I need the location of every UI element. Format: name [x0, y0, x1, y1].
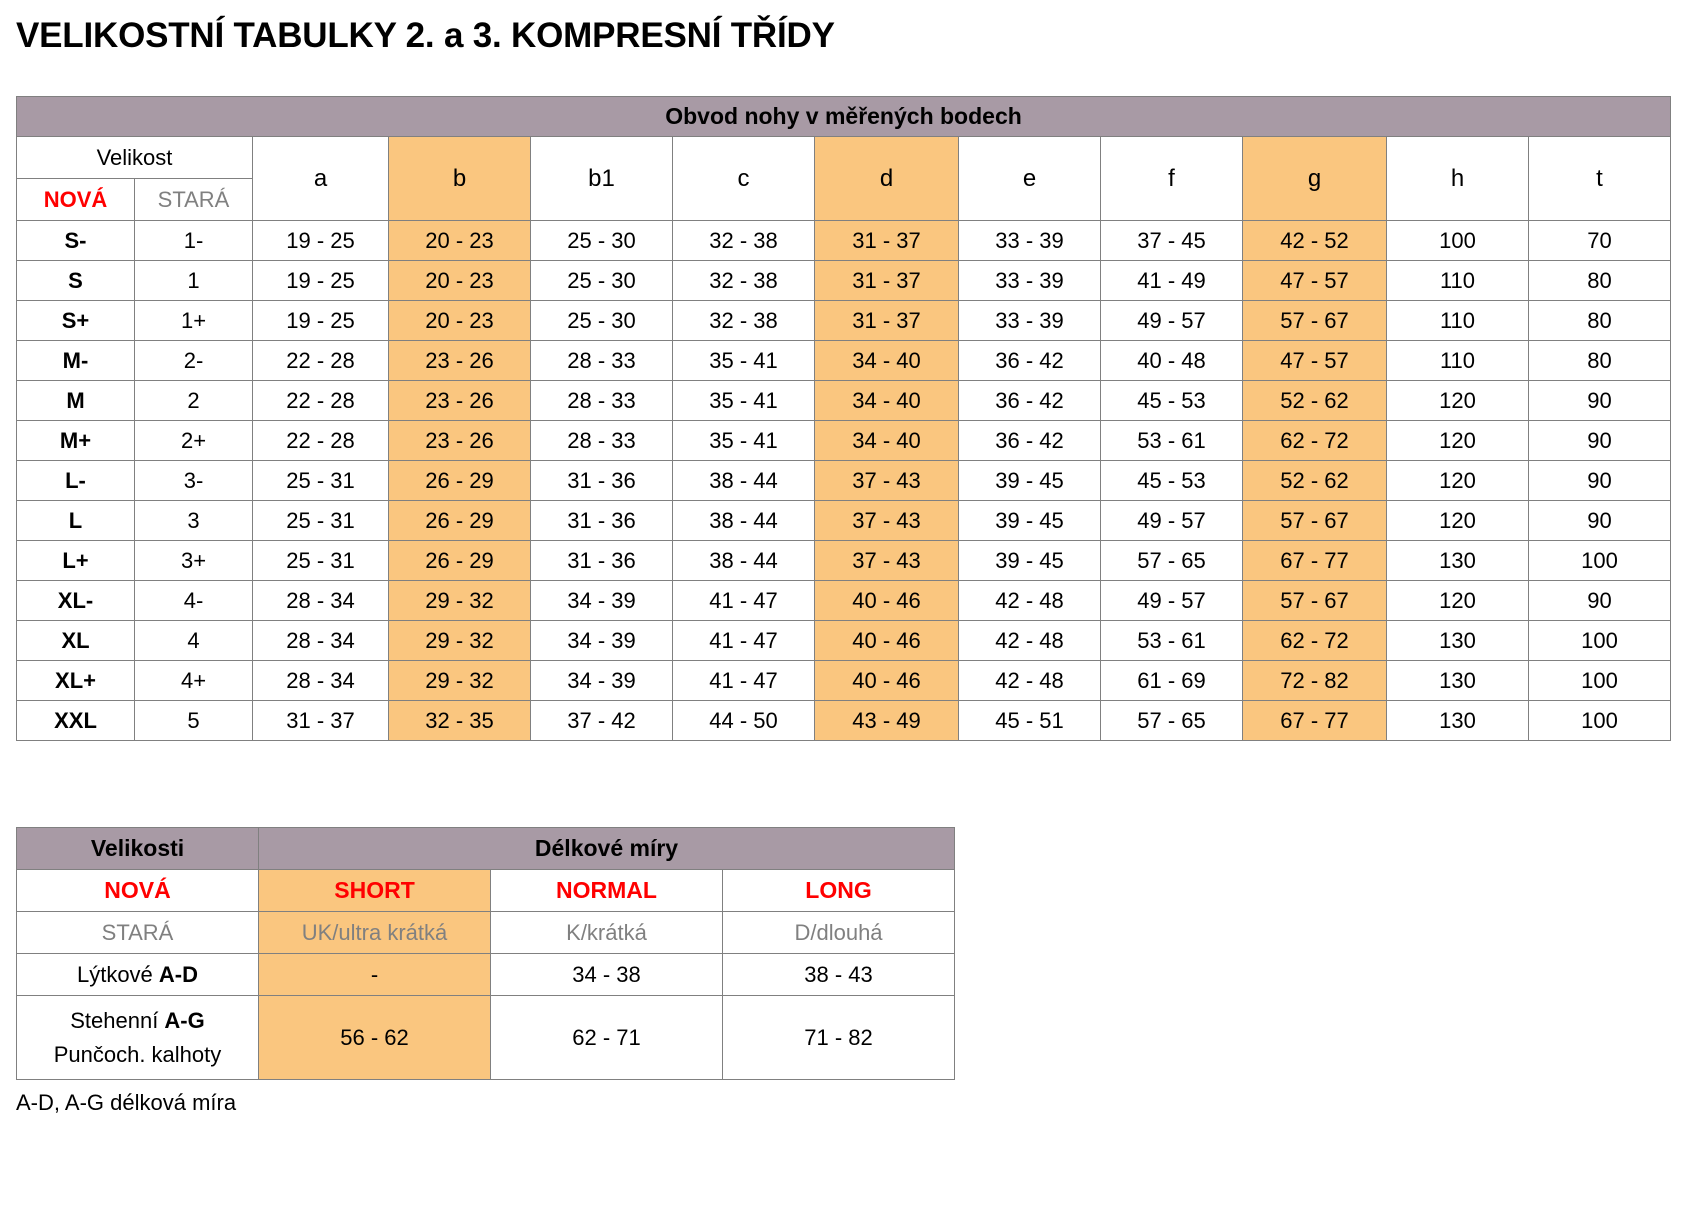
- measure-cell-e: 42 - 48: [959, 621, 1101, 661]
- measure-cell-f: 53 - 61: [1101, 621, 1243, 661]
- length-name-long: LONG: [723, 870, 955, 912]
- length-label-ag-bold: A-G: [164, 1007, 205, 1033]
- stara-header: STARÁ: [135, 179, 253, 221]
- measure-cell-b: 23 - 26: [389, 381, 531, 421]
- measure-cell-g: 52 - 62: [1243, 381, 1387, 421]
- length-name-short: SHORT: [259, 870, 491, 912]
- measure-cell-d: 34 - 40: [815, 421, 959, 461]
- circumference-table: [16, 96, 1671, 741]
- length-section: [16, 827, 1692, 1116]
- measure-cell-c: 38 - 44: [673, 501, 815, 541]
- size-old-cell: 4+: [135, 661, 253, 701]
- table-row: [17, 661, 1671, 701]
- col-header-g: g: [1243, 137, 1387, 221]
- measure-cell-b: 20 - 23: [389, 261, 531, 301]
- measure-cell-c: 32 - 38: [673, 261, 815, 301]
- size-old-cell: 3+: [135, 541, 253, 581]
- col-header-b: b: [389, 137, 531, 221]
- measure-cell-f: 49 - 57: [1101, 301, 1243, 341]
- measure-cell-b: 23 - 26: [389, 341, 531, 381]
- size-new-cell: L-: [17, 461, 135, 501]
- size-old-cell: 2+: [135, 421, 253, 461]
- measure-cell-f: 49 - 57: [1101, 581, 1243, 621]
- page-title: VELIKOSTNÍ TABULKY 2. a 3. KOMPRESNÍ TŘÍDY: [16, 16, 835, 55]
- table-row: [17, 581, 1671, 621]
- measure-cell-c: 35 - 41: [673, 421, 815, 461]
- length-label-ag-plain: Stehenní: [70, 1007, 165, 1033]
- measure-cell-e: 33 - 39: [959, 301, 1101, 341]
- size-old-cell: 1-: [135, 221, 253, 261]
- measure-cell-d: 40 - 46: [815, 661, 959, 701]
- measure-cell-d: 40 - 46: [815, 621, 959, 661]
- measure-cell-h: 120: [1387, 421, 1529, 461]
- length-label-ad: [17, 954, 259, 996]
- table-row: [17, 341, 1671, 381]
- measure-cell-g: 62 - 72: [1243, 421, 1387, 461]
- length-ad-short: -: [259, 954, 491, 996]
- measure-cell-e: 33 - 39: [959, 261, 1101, 301]
- length-ag-long: 71 - 82: [723, 996, 955, 1080]
- measure-cell-b1: 28 - 33: [531, 381, 673, 421]
- measure-cell-t: 90: [1529, 421, 1671, 461]
- size-new-cell: XL: [17, 621, 135, 661]
- col-header-t: t: [1529, 137, 1671, 221]
- measure-cell-f: 57 - 65: [1101, 541, 1243, 581]
- measure-cell-b: 29 - 32: [389, 661, 531, 701]
- measure-cell-f: 40 - 48: [1101, 341, 1243, 381]
- size-old-cell: 2: [135, 381, 253, 421]
- length-ad-long: 38 - 43: [723, 954, 955, 996]
- measure-cell-d: 43 - 49: [815, 701, 959, 741]
- col-header-h: h: [1387, 137, 1529, 221]
- measure-cell-g: 52 - 62: [1243, 461, 1387, 501]
- measure-cell-h: 110: [1387, 261, 1529, 301]
- measure-cell-g: 57 - 67: [1243, 501, 1387, 541]
- length-label-ag-line2: Punčoch. kalhoty: [53, 1041, 222, 1067]
- length-ag-normal: 62 - 71: [491, 996, 723, 1080]
- length-old-long: D/dlouhá: [723, 912, 955, 954]
- length-label-ad-bold: A-D: [158, 961, 199, 987]
- measure-cell-b1: 25 - 30: [531, 221, 673, 261]
- measure-cell-b: 20 - 23: [389, 221, 531, 261]
- nova-header: NOVÁ: [17, 179, 135, 221]
- measure-cell-h: 130: [1387, 661, 1529, 701]
- table-body: [17, 221, 1671, 741]
- measure-cell-h: 130: [1387, 701, 1529, 741]
- measure-cell-f: 53 - 61: [1101, 421, 1243, 461]
- measure-cell-t: 80: [1529, 341, 1671, 381]
- table-head: [17, 97, 1671, 221]
- length-name-normal: NORMAL: [491, 870, 723, 912]
- measure-cell-e: 42 - 48: [959, 581, 1101, 621]
- size-new-cell: M: [17, 381, 135, 421]
- measure-cell-a: 25 - 31: [253, 461, 389, 501]
- col-header-c: c: [673, 137, 815, 221]
- measure-cell-e: 42 - 48: [959, 661, 1101, 701]
- measure-cell-e: 39 - 45: [959, 461, 1101, 501]
- measure-cell-c: 32 - 38: [673, 301, 815, 341]
- size-old-cell: 3: [135, 501, 253, 541]
- measure-cell-d: 37 - 43: [815, 501, 959, 541]
- measure-cell-a: 28 - 34: [253, 661, 389, 701]
- measure-cell-c: 38 - 44: [673, 541, 815, 581]
- measure-cell-b1: 37 - 42: [531, 701, 673, 741]
- size-new-cell: XXL: [17, 701, 135, 741]
- size-old-cell: 1: [135, 261, 253, 301]
- measure-cell-b1: 25 - 30: [531, 261, 673, 301]
- velikost-header: Velikost: [17, 137, 253, 179]
- measure-cell-a: 25 - 31: [253, 541, 389, 581]
- measure-cell-g: 47 - 57: [1243, 261, 1387, 301]
- size-new-cell: S+: [17, 301, 135, 341]
- measure-cell-a: 19 - 25: [253, 261, 389, 301]
- measure-cell-b: 20 - 23: [389, 301, 531, 341]
- measure-cell-c: 41 - 47: [673, 661, 815, 701]
- col-header-d: d: [815, 137, 959, 221]
- table-row: [17, 621, 1671, 661]
- measure-cell-t: 70: [1529, 221, 1671, 261]
- measure-cell-t: 100: [1529, 701, 1671, 741]
- measure-cell-b1: 28 - 33: [531, 421, 673, 461]
- velikosti-header: Velikosti: [17, 828, 259, 870]
- measure-cell-c: 32 - 38: [673, 221, 815, 261]
- measure-cell-f: 61 - 69: [1101, 661, 1243, 701]
- length-old-short: UK/ultra krátká: [259, 912, 491, 954]
- measure-cell-a: 19 - 25: [253, 221, 389, 261]
- measure-cell-t: 80: [1529, 261, 1671, 301]
- measure-cell-h: 110: [1387, 341, 1529, 381]
- size-new-cell: M+: [17, 421, 135, 461]
- measure-cell-d: 34 - 40: [815, 381, 959, 421]
- measure-cell-h: 120: [1387, 501, 1529, 541]
- table-row: [17, 541, 1671, 581]
- banner-cell: Obvod nohy v měřených bodech: [17, 97, 1671, 137]
- length-row-ad: [17, 954, 955, 996]
- table-row: [17, 701, 1671, 741]
- col-header-f: f: [1101, 137, 1243, 221]
- size-old-cell: 1+: [135, 301, 253, 341]
- measure-cell-g: 57 - 67: [1243, 301, 1387, 341]
- measure-cell-d: 34 - 40: [815, 341, 959, 381]
- measure-cell-g: 57 - 67: [1243, 581, 1387, 621]
- measure-cell-h: 100: [1387, 221, 1529, 261]
- measure-cell-h: 120: [1387, 581, 1529, 621]
- measure-cell-a: 28 - 34: [253, 621, 389, 661]
- measure-cell-a: 28 - 34: [253, 581, 389, 621]
- measure-cell-f: 41 - 49: [1101, 261, 1243, 301]
- size-old-cell: 5: [135, 701, 253, 741]
- measure-cell-e: 39 - 45: [959, 541, 1101, 581]
- table-row: [17, 501, 1671, 541]
- measure-cell-a: 19 - 25: [253, 301, 389, 341]
- measure-cell-g: 72 - 82: [1243, 661, 1387, 701]
- length-row-ag: [17, 996, 955, 1080]
- size-new-cell: L+: [17, 541, 135, 581]
- measure-cell-g: 42 - 52: [1243, 221, 1387, 261]
- measure-cell-d: 31 - 37: [815, 301, 959, 341]
- measure-cell-a: 22 - 28: [253, 421, 389, 461]
- measure-cell-f: 45 - 53: [1101, 461, 1243, 501]
- length-new-row: [17, 870, 955, 912]
- length-label-ad-plain: Lýtkové: [76, 961, 159, 987]
- measure-cell-h: 120: [1387, 461, 1529, 501]
- measure-cell-d: 31 - 37: [815, 221, 959, 261]
- measure-cell-b1: 31 - 36: [531, 461, 673, 501]
- measure-cell-h: 120: [1387, 381, 1529, 421]
- measure-cell-e: 45 - 51: [959, 701, 1101, 741]
- size-old-cell: 4: [135, 621, 253, 661]
- measure-cell-g: 62 - 72: [1243, 621, 1387, 661]
- measure-cell-e: 39 - 45: [959, 501, 1101, 541]
- measure-cell-g: 67 - 77: [1243, 541, 1387, 581]
- length-table: [16, 827, 955, 1080]
- measure-cell-b1: 34 - 39: [531, 621, 673, 661]
- measure-cell-c: 35 - 41: [673, 341, 815, 381]
- length-nova-label: NOVÁ: [17, 870, 259, 912]
- measure-cell-t: 100: [1529, 541, 1671, 581]
- size-new-cell: S: [17, 261, 135, 301]
- length-old-normal: K/krátká: [491, 912, 723, 954]
- length-label-ag-line1: [17, 1004, 258, 1038]
- header-row-1: [17, 137, 1671, 179]
- measure-cell-b1: 34 - 39: [531, 661, 673, 701]
- size-old-cell: 2-: [135, 341, 253, 381]
- measure-cell-b1: 31 - 36: [531, 541, 673, 581]
- measure-cell-t: 100: [1529, 661, 1671, 701]
- length-ag-short: 56 - 62: [259, 996, 491, 1080]
- banner-row: [17, 97, 1671, 137]
- measure-cell-b: 26 - 29: [389, 461, 531, 501]
- measure-cell-d: 37 - 43: [815, 541, 959, 581]
- size-old-cell: 4-: [135, 581, 253, 621]
- measure-cell-a: 22 - 28: [253, 341, 389, 381]
- table-row: [17, 461, 1671, 501]
- table-row: [17, 421, 1671, 461]
- measure-cell-b: 29 - 32: [389, 581, 531, 621]
- measure-cell-b: 26 - 29: [389, 501, 531, 541]
- measure-cell-t: 90: [1529, 501, 1671, 541]
- length-label-ag: [17, 996, 259, 1080]
- measure-cell-f: 37 - 45: [1101, 221, 1243, 261]
- measure-cell-e: 36 - 42: [959, 381, 1101, 421]
- measure-cell-t: 90: [1529, 461, 1671, 501]
- size-new-cell: S-: [17, 221, 135, 261]
- table-row: [17, 261, 1671, 301]
- measure-cell-d: 37 - 43: [815, 461, 959, 501]
- measure-cell-h: 130: [1387, 541, 1529, 581]
- measure-cell-f: 49 - 57: [1101, 501, 1243, 541]
- length-old-row: [17, 912, 955, 954]
- measure-cell-f: 57 - 65: [1101, 701, 1243, 741]
- measure-cell-b: 32 - 35: [389, 701, 531, 741]
- delkove-miry-header: Délkové míry: [259, 828, 955, 870]
- size-old-cell: 3-: [135, 461, 253, 501]
- measure-cell-t: 100: [1529, 621, 1671, 661]
- measure-cell-b: 26 - 29: [389, 541, 531, 581]
- table-row: [17, 381, 1671, 421]
- measure-cell-b: 29 - 32: [389, 621, 531, 661]
- measure-cell-d: 40 - 46: [815, 581, 959, 621]
- table-row: [17, 221, 1671, 261]
- measure-cell-e: 36 - 42: [959, 421, 1101, 461]
- measure-cell-h: 130: [1387, 621, 1529, 661]
- measure-cell-g: 67 - 77: [1243, 701, 1387, 741]
- size-new-cell: XL-: [17, 581, 135, 621]
- measure-cell-d: 31 - 37: [815, 261, 959, 301]
- col-header-b1: b1: [531, 137, 673, 221]
- size-new-cell: XL+: [17, 661, 135, 701]
- measure-cell-b1: 34 - 39: [531, 581, 673, 621]
- measure-cell-a: 22 - 28: [253, 381, 389, 421]
- measure-cell-a: 31 - 37: [253, 701, 389, 741]
- measure-cell-b1: 28 - 33: [531, 341, 673, 381]
- measure-cell-c: 41 - 47: [673, 621, 815, 661]
- length-ad-normal: 34 - 38: [491, 954, 723, 996]
- measure-cell-t: 80: [1529, 301, 1671, 341]
- length-stara-label: STARÁ: [17, 912, 259, 954]
- measure-cell-c: 44 - 50: [673, 701, 815, 741]
- measure-cell-c: 41 - 47: [673, 581, 815, 621]
- measure-cell-e: 36 - 42: [959, 341, 1101, 381]
- footnote: A-D, A-G délková míra: [16, 1090, 237, 1116]
- col-header-a: a: [253, 137, 389, 221]
- measure-cell-b1: 25 - 30: [531, 301, 673, 341]
- measure-cell-t: 90: [1529, 381, 1671, 421]
- table-row: [17, 301, 1671, 341]
- measure-cell-g: 47 - 57: [1243, 341, 1387, 381]
- measure-cell-a: 25 - 31: [253, 501, 389, 541]
- size-new-cell: L: [17, 501, 135, 541]
- measure-cell-e: 33 - 39: [959, 221, 1101, 261]
- measure-cell-f: 45 - 53: [1101, 381, 1243, 421]
- length-header-row: [17, 828, 955, 870]
- measure-cell-b1: 31 - 36: [531, 501, 673, 541]
- size-new-cell: M-: [17, 341, 135, 381]
- measure-cell-t: 90: [1529, 581, 1671, 621]
- measure-cell-c: 35 - 41: [673, 381, 815, 421]
- measure-cell-b: 23 - 26: [389, 421, 531, 461]
- col-header-e: e: [959, 137, 1101, 221]
- measure-cell-c: 38 - 44: [673, 461, 815, 501]
- measure-cell-h: 110: [1387, 301, 1529, 341]
